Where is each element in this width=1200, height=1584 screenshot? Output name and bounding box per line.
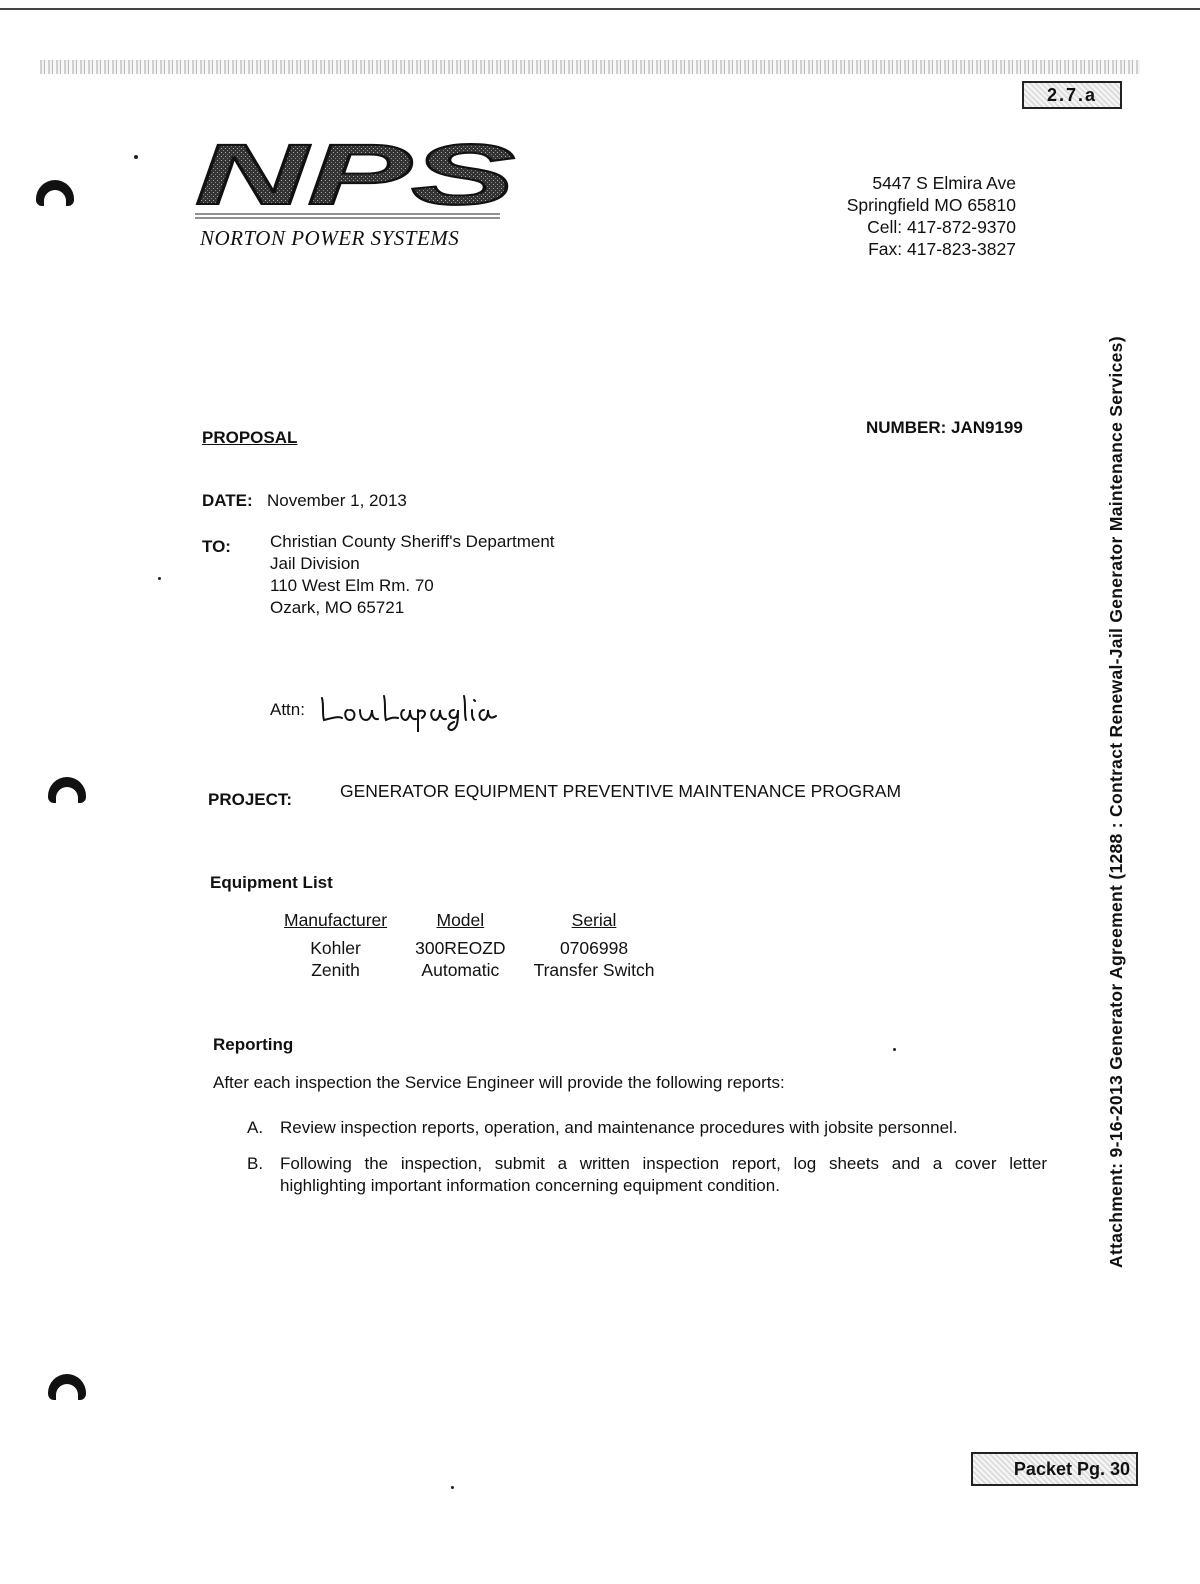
project-label: PROJECT:: [208, 790, 293, 809]
scan-speck: [134, 155, 138, 159]
agenda-item-badge: 2.7.a: [1022, 81, 1122, 109]
project-value: GENERATOR EQUIPMENT PREVENTIVE MAINTENANCE PROGRAM: [340, 781, 902, 801]
punch-hole: [48, 777, 86, 803]
recipient-line: Ozark, MO 65721: [270, 598, 405, 617]
list-item-text: highlighting important information concerning equipment condition.: [280, 1176, 780, 1195]
recipient-address: [270, 531, 555, 619]
list-item-text: Following the inspection, submit a written inspection report, log sheets and a cover letter: [280, 1154, 1047, 1173]
address-line: Springfield MO 65810: [846, 195, 1016, 215]
attn-label: Attn:: [270, 700, 305, 719]
table-cell: 300REOZD: [415, 938, 506, 958]
reporting-intro: After each inspection the Service Engineer will provide the following reports:: [213, 1073, 785, 1092]
list-item-text-block: [280, 1153, 1047, 1197]
to-label: TO:: [202, 537, 231, 556]
scan-speck: [893, 1048, 896, 1051]
scan-speck: [451, 1486, 454, 1489]
table-cell: Automatic: [421, 960, 500, 980]
table-row: [270, 959, 668, 981]
column-header: Model: [436, 910, 485, 930]
reporting-heading: Reporting: [213, 1035, 294, 1054]
scan-noise-strip: [40, 60, 1140, 74]
recipient-line: Christian County Sheriff's Department: [270, 532, 555, 551]
list-item-letter: B.: [247, 1154, 264, 1173]
table-header-row: [270, 910, 668, 937]
document-title: PROPOSAL: [202, 428, 298, 447]
table-cell: Kohler: [310, 938, 361, 958]
company-address: [847, 172, 1016, 260]
list-item-letter: A.: [247, 1118, 264, 1137]
list-item-text: Review inspection reports, operation, and maintenance procedures with jobsite personnel.: [280, 1118, 958, 1137]
equipment-heading: Equipment List: [210, 873, 333, 892]
equipment-table: [270, 910, 668, 981]
date-value: November 1, 2013: [267, 491, 407, 510]
scan-border: [0, 8, 1200, 10]
table-cell: Zenith: [311, 960, 360, 980]
recipient-line: Jail Division: [270, 554, 360, 573]
table-cell: Transfer Switch: [533, 960, 655, 980]
company-name: NORTON POWER SYSTEMS: [200, 226, 460, 250]
column-header: Serial: [571, 910, 617, 930]
address-line: 5447 S Elmira Ave: [872, 173, 1016, 193]
date-label: DATE:: [202, 491, 253, 510]
column-header: Manufacturer: [284, 910, 388, 930]
table-cell: 0706998: [559, 938, 629, 958]
packet-page-badge: Packet Pg. 30: [971, 1452, 1138, 1486]
attachment-label: Attachment: 9-16-2013 Generator Agreement (1288 : Contract Renewal-Jail Generator Maintenance Services): [1106, 336, 1126, 1268]
punch-hole: [48, 1374, 86, 1400]
svg-text:NPS: NPS: [195, 142, 515, 223]
punch-hole: [36, 180, 74, 206]
phone-fax: Fax: 417-823-3827: [868, 239, 1016, 259]
scan-speck: [158, 577, 161, 580]
recipient-line: 110 West Elm Rm. 70: [270, 576, 434, 595]
table-row: [270, 937, 668, 959]
proposal-number: NUMBER: JAN9199: [866, 418, 1023, 437]
handwritten-signature: [318, 688, 498, 732]
phone-cell: Cell: 417-872-9370: [867, 217, 1016, 237]
